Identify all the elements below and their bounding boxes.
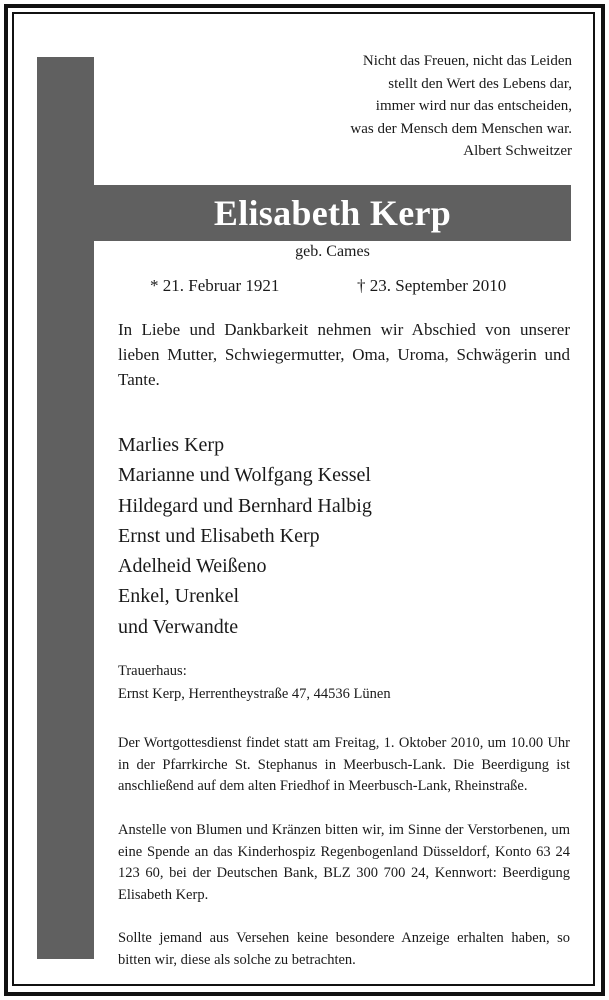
mourning-house-label: Trauerhaus: [118, 663, 187, 679]
mourner-name: und Verwandte [118, 615, 239, 638]
mourner-name: Hildegard und Bernhard Halbig [118, 494, 372, 517]
mourner-name: Marianne und Wolfgang Kessel [118, 464, 371, 487]
quote-line: stellt den Wert des Lebens dar, [388, 75, 572, 92]
quote-line: immer wird nur das entscheiden, [375, 98, 572, 114]
maiden-name: geb. Cames [295, 243, 370, 260]
mourner-name: Enkel, Urenkel [118, 585, 240, 608]
mourner-name: Ernst und Elisabeth Kerp [118, 524, 320, 547]
quote-block [300, 50, 572, 163]
deceased-name: Elisabeth Kerp [213, 193, 452, 233]
death-date: † 23. September 2010 [357, 276, 507, 295]
quote-line: Nicht das Freuen, nicht das Leiden [362, 53, 572, 69]
donation-info: Anstelle von Blumen und Kränzen bitten wir, im Sinne der Verstorbenen, um eine Spende an das Kinderhospiz Regenbogenland Düsseldorf, Konto 63 24 123 60, bei der Deutschen Bank, BLZ 300 700 24, Kennwort: Beerdigung Elisabeth Kerp. [118, 822, 570, 903]
mourner-name: Adelheid Weißeno [118, 555, 267, 578]
quote-line: was der Mensch dem Menschen war. [350, 120, 572, 137]
mourner-name: Marlies Kerp [118, 434, 225, 456]
quote-author: Albert Schweitzer [463, 143, 572, 159]
farewell-text: In Liebe und Dankbarkeit nehmen wir Abschied von unserer lieben Mutter, Schwiegermutter, Oma, Uroma, Schwägerin und Tante. [118, 320, 570, 389]
mourners-list [118, 430, 372, 642]
mourning-house-address: Ernst Kerp, Herrentheystraße 47, 44536 Lünen [118, 686, 391, 702]
service-info: Der Wortgottesdienst findet statt am Freitag, 1. Oktober 2010, um 10.00 Uhr in der Pfarrkirche St. Stephanus in Meerbusch-Lank. Die Beerdigung ist anschließend auf dem alten Friedhof in Meerbusch-Lank, Rheinstraße. [118, 735, 570, 794]
birth-date: * 21. Februar 1921 [150, 276, 280, 295]
notice-info: Sollte jemand aus Versehen keine besondere Anzeige erhalten haben, so bitten wir, diese als solche zu betrachten. [118, 930, 570, 968]
